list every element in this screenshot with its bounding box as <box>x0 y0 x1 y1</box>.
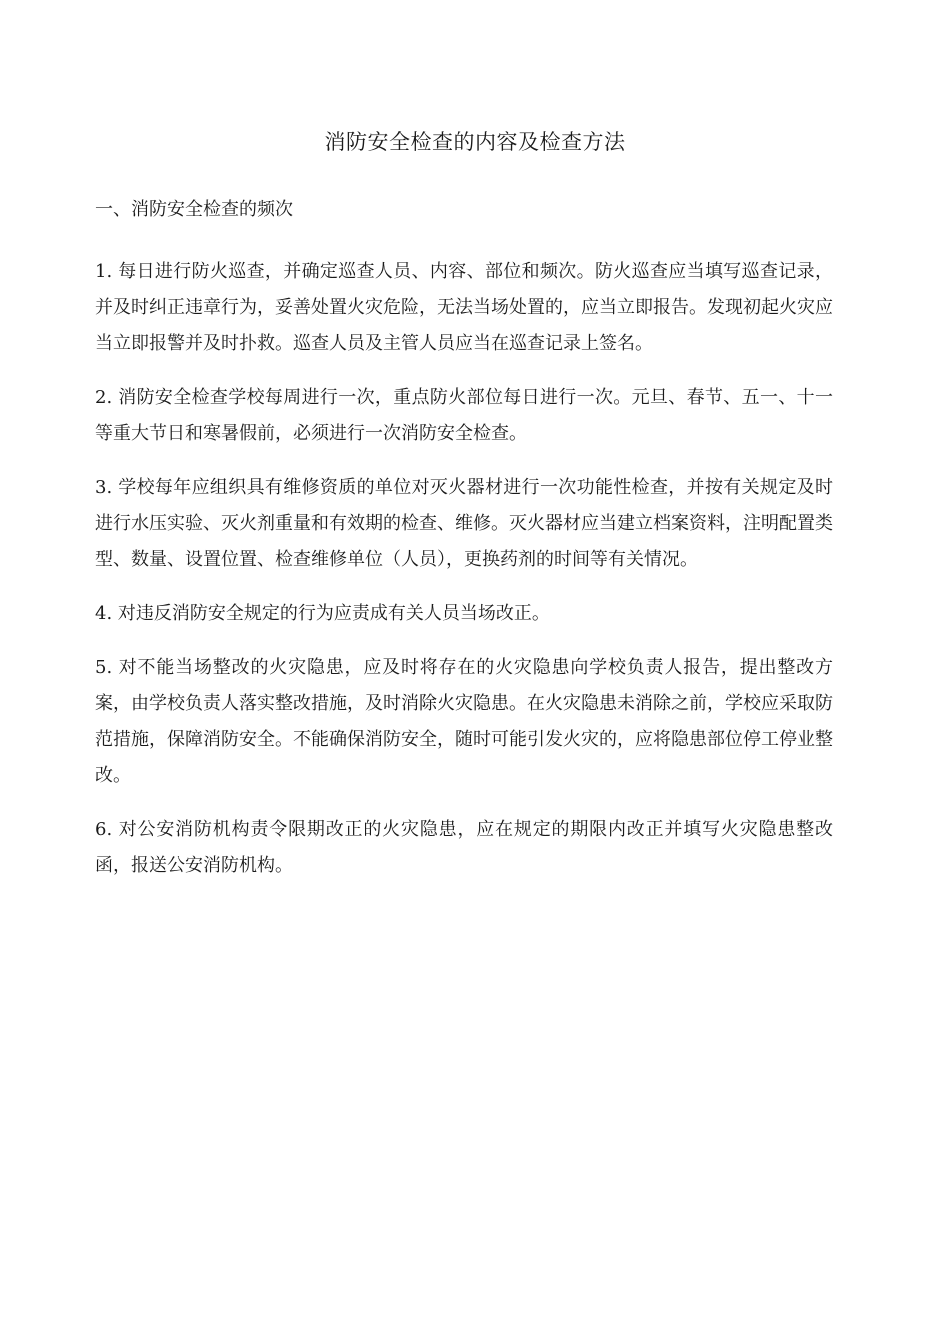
document-body <box>95 254 833 902</box>
document-title: 消防安全检查的内容及检查方法 <box>324 130 626 154</box>
paragraph-4: 4. 对违反消防安全规定的行为应责成有关人员当场改正。 <box>95 603 550 624</box>
paragraph-6: 6. 对公安消防机构责令限期改正的火灾隐患，应在规定的期限内改正并填写火灾隐患整改函，报送公安消防机构。 <box>95 819 833 876</box>
paragraph-3: 3. 学校每年应组织具有维修资质的单位对灭火器材进行一次功能性检查，并按有关规定及时进行水压实验、灭火剂重量和有效期的检查、维修。灭火器材应当建立档案资料，注明配置类型、数量、设置位置、检查维修单位（人员），更换药剂的时间等有关情况。 <box>95 477 833 570</box>
paragraph-5: 5. 对不能当场整改的火灾隐患，应及时将存在的火灾隐患向学校负责人报告，提出整改方案，由学校负责人落实整改措施，及时消除火灾隐患。在火灾隐患未消除之前，学校应采取防范措施，保障消防安全。不能确保消防安全，随时可能引发火灾的，应将隐患部位停工停业整改。 <box>95 657 833 786</box>
paragraph-1: 1. 每日进行防火巡查，并确定巡查人员、内容、部位和频次。防火巡查应当填写巡查记录，并及时纠正违章行为，妥善处置火灾危险，无法当场处置的，应当立即报告。发现初起火灾应当立即报警并及时扑救。巡查人员及主管人员应当在巡查记录上签名。 <box>95 261 833 354</box>
section-heading: 一、消防安全检查的频次 <box>95 199 293 220</box>
paragraph-2: 2. 消防安全检查学校每周进行一次，重点防火部位每日进行一次。元旦、春节、五一、十一等重大节日和寒暑假前，必须进行一次消防安全检查。 <box>95 387 833 444</box>
